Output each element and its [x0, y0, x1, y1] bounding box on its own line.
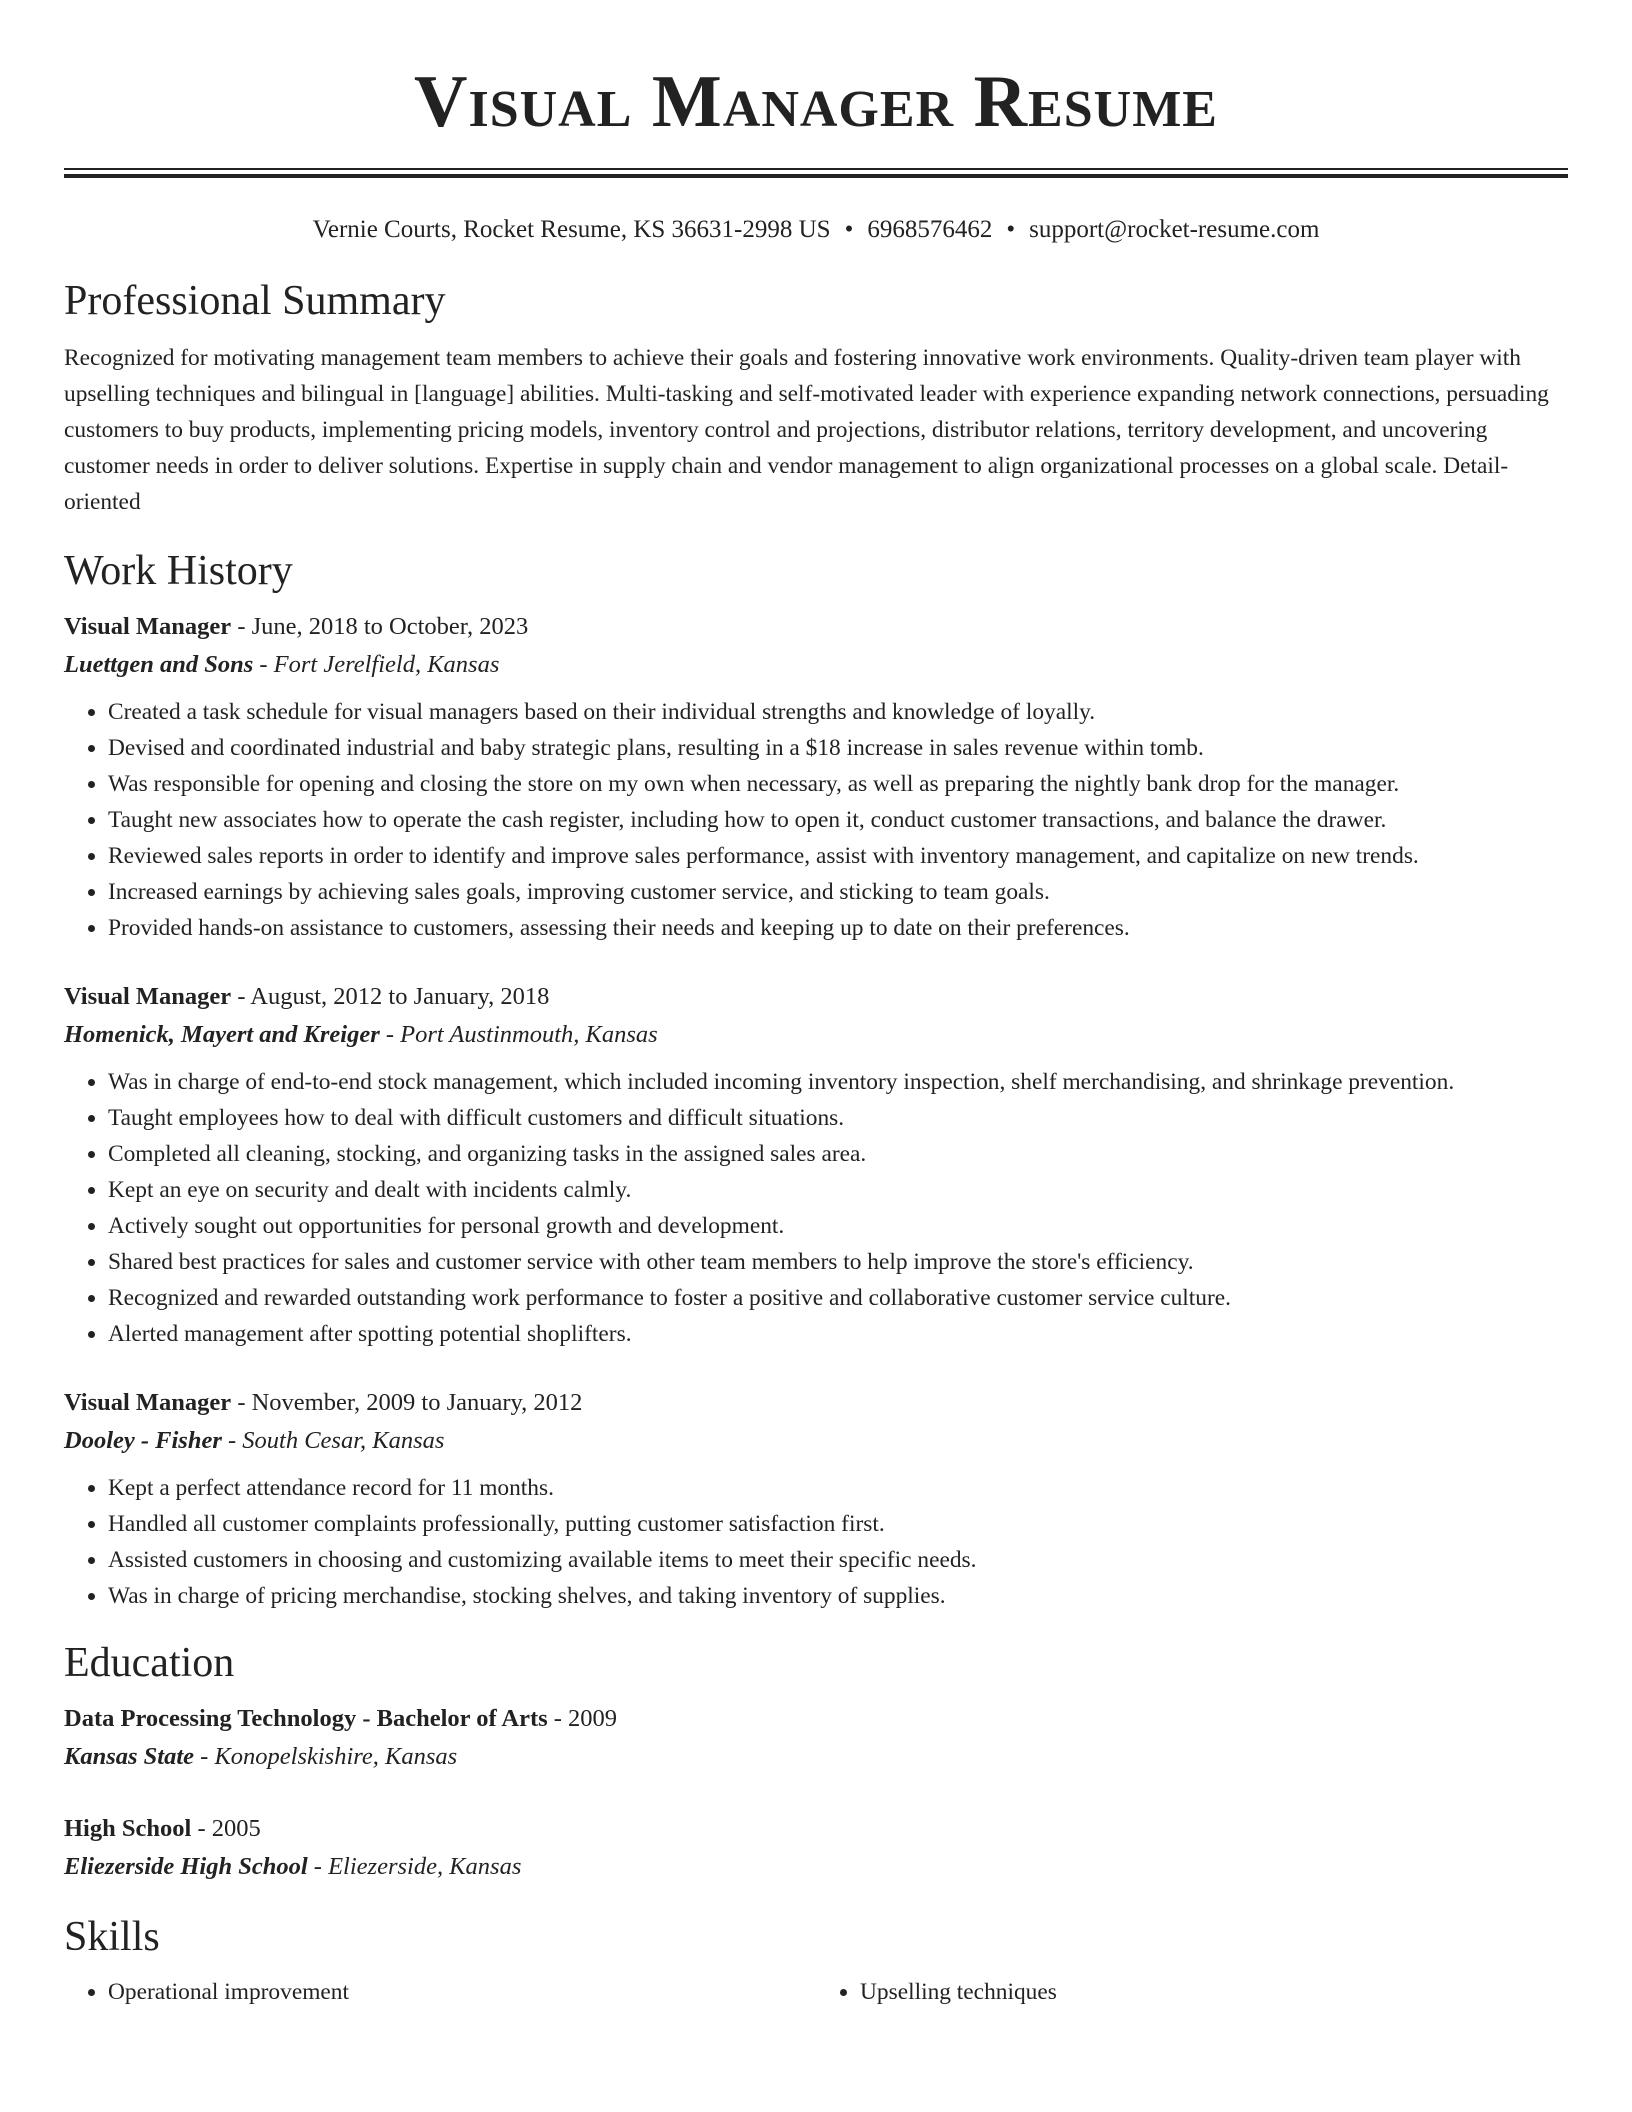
contact-line — [64, 214, 1568, 246]
education-entry — [64, 1810, 1568, 1886]
education-location: - Konopelskishire, Kansas — [194, 1743, 458, 1770]
job-title-line — [64, 1384, 1568, 1422]
job-location: - South Cesar, Kansas — [221, 1427, 445, 1454]
education-entry — [64, 1700, 1568, 1776]
job-bullets — [64, 1064, 1568, 1352]
list-item: • Completed all cleaning, stocking, and organizing tasks in the assigned sales area. — [108, 1136, 1568, 1172]
list-item: • Was in charge of pricing merchandise, stocking shelves, and taking inventory of supplies. — [108, 1578, 1568, 1614]
job-company-line — [64, 1016, 1568, 1054]
job-location: - Port Austinmouth, Kansas — [379, 1021, 658, 1048]
job-dates: - June, 2018 to October, 2023 — [231, 613, 529, 640]
job-title: Visual Manager — [64, 1389, 232, 1416]
job-company-line — [64, 1422, 1568, 1460]
list-item: • Was in charge of end-to-end stock management, which included incoming inventory inspection, shelf merchandising, and shrinkage prevention. — [108, 1064, 1568, 1100]
job-location: - Fort Jerelfield, Kansas — [253, 651, 500, 678]
list-item: • Reviewed sales reports in order to identify and improve sales performance, assist with inventory management, and capitalize on new trends. — [108, 838, 1568, 874]
education-school-line — [64, 1738, 1568, 1776]
list-item: • Provided hands-on assistance to customers, assessing their needs and keeping up to date on their preferences. — [108, 910, 1568, 946]
list-item: • Kept an eye on security and dealt with incidents calmly. — [108, 1172, 1568, 1208]
list-item: • Shared best practices for sales and customer service with other team members to help improve the store's efficiency. — [108, 1244, 1568, 1280]
skill-item: • Operational improvement — [108, 1974, 816, 2010]
skills-section — [64, 1912, 1568, 2010]
skills-right-column — [816, 1974, 1568, 2010]
job-bullets — [64, 1470, 1568, 1614]
list-item: • Kept a perfect attendance record for 11 months. — [108, 1470, 1568, 1506]
contact-email: support@rocket-resume.com — [1029, 216, 1320, 243]
job-entry — [64, 608, 1568, 946]
skills-left-column — [64, 1974, 816, 2010]
education-year: - 2009 — [547, 1705, 618, 1732]
list-item: • Actively sought out opportunities for personal growth and development. — [108, 1208, 1568, 1244]
contact-address: Vernie Courts, Rocket Resume, KS 36631-2998 US — [312, 216, 831, 243]
job-entry — [64, 978, 1568, 1352]
job-entry — [64, 1384, 1568, 1614]
summary-section — [64, 276, 1568, 520]
list-item: • Alerted management after spotting potential shoplifters. — [108, 1316, 1568, 1352]
education-school-line — [64, 1848, 1568, 1886]
education-section — [64, 1638, 1568, 1886]
job-company: Luettgen and Sons — [64, 651, 254, 678]
summary-heading: Professional Summary — [64, 278, 446, 324]
job-dates: - November, 2009 to January, 2012 — [231, 1389, 583, 1416]
job-company: Homenick, Mayert and Kreiger — [64, 1021, 380, 1048]
education-school: Eliezerside High School — [64, 1853, 308, 1880]
list-item: • Created a task schedule for visual managers based on their individual strengths and knowledge of loyally. — [108, 694, 1568, 730]
job-title-line — [64, 978, 1568, 1016]
job-title: Visual Manager — [64, 983, 232, 1010]
list-item: • Taught employees how to deal with difficult customers and difficult situations. — [108, 1100, 1568, 1136]
education-degree-line — [64, 1810, 1568, 1848]
education-year: - 2005 — [191, 1815, 261, 1842]
work-history-section — [64, 546, 1568, 1614]
job-dates: - August, 2012 to January, 2018 — [231, 983, 550, 1010]
summary-text: Recognized for motivating management team members to achieve their goals and fostering innovative work environments. Quality-driven team player with upselling techniques and bilingual in [language] abilities. Multi-tasking and self-motivated leader with experience expanding network connections, persuading customers to buy products, implementing pricing models, inventory control and projections, distributor relations, territory development, and uncovering customer needs in order to deliver solutions. Expertise in supply chain and vendor management to align organizational processes on a global scale. Detail-oriented — [64, 345, 1549, 515]
job-company-line — [64, 646, 1568, 684]
education-degree-line — [64, 1700, 1568, 1738]
skills-heading: Skills — [64, 1914, 160, 1960]
education-degree: Data Processing Technology - Bachelor of Arts — [64, 1705, 548, 1732]
job-company: Dooley - Fisher — [64, 1427, 222, 1454]
list-item: • Was responsible for opening and closing the store on my own when necessary, as well as preparing the nightly bank drop for the manager. — [108, 766, 1568, 802]
skills-columns — [64, 1974, 1568, 2010]
contact-separator: • — [1006, 216, 1016, 243]
list-item: • Increased earnings by achieving sales goals, improving customer service, and sticking to team goals. — [108, 874, 1568, 910]
contact-phone: 6968576462 — [867, 216, 993, 243]
title-divider — [64, 168, 1568, 178]
education-heading: Education — [64, 1640, 235, 1686]
job-title: Visual Manager — [64, 613, 232, 640]
contact-separator: • — [844, 216, 854, 243]
list-item: • Handled all customer complaints professionally, putting customer satisfaction first. — [108, 1506, 1568, 1542]
education-location: - Eliezerside, Kansas — [307, 1853, 522, 1880]
education-school: Kansas State — [64, 1743, 195, 1770]
list-item: • Recognized and rewarded outstanding work performance to foster a positive and collaborative customer service culture. — [108, 1280, 1568, 1316]
resume-title: Visual Manager Resume — [414, 61, 1218, 143]
list-item: • Taught new associates how to operate the cash register, including how to open it, conduct customer transactions, and balance the drawer. — [108, 802, 1568, 838]
education-degree: High School — [64, 1815, 192, 1842]
skill-item: • Upselling techniques — [860, 1974, 1568, 2010]
job-title-line — [64, 608, 1568, 646]
work-history-heading: Work History — [64, 548, 293, 594]
list-item: • Assisted customers in choosing and customizing available items to meet their specific needs. — [108, 1542, 1568, 1578]
job-bullets — [64, 694, 1568, 946]
list-item: • Devised and coordinated industrial and baby strategic plans, resulting in a $18 increase in sales revenue within tomb. — [108, 730, 1568, 766]
